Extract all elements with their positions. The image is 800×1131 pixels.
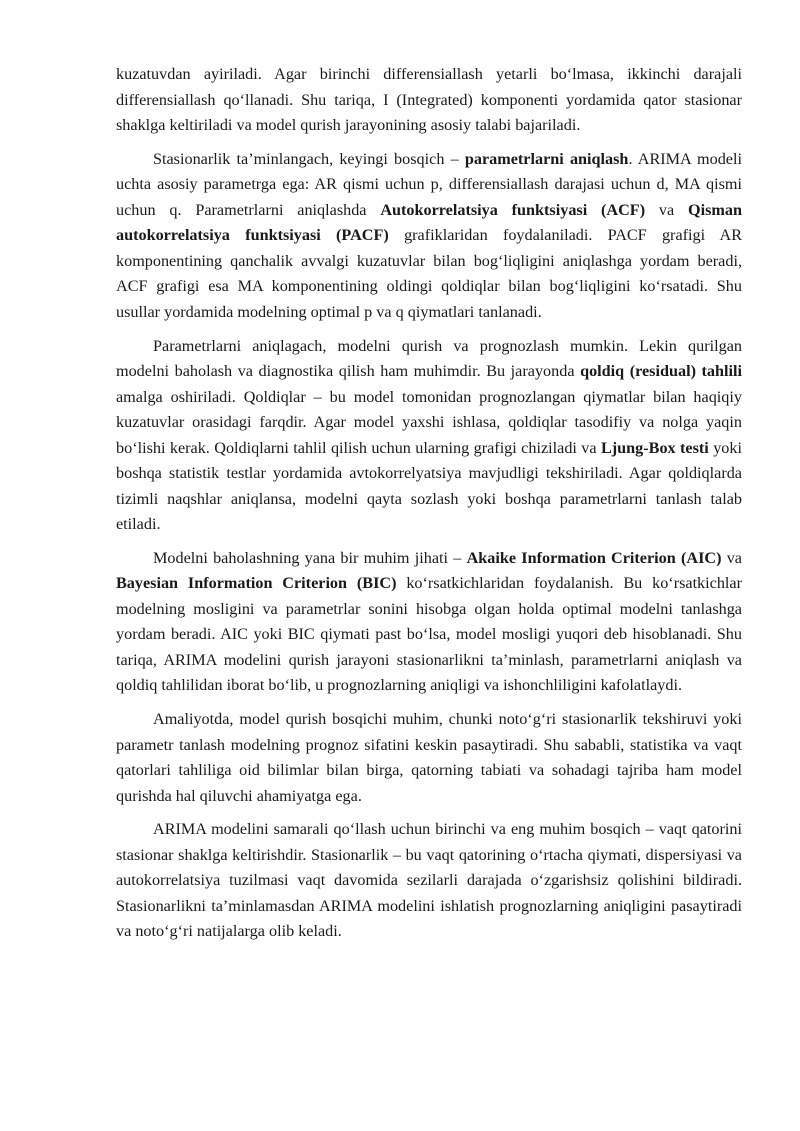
bold-term: qoldiq (residual) tahlili [580, 362, 742, 381]
paragraph-information-criteria [116, 546, 742, 699]
text-run: yoki boshqa statistik testlar yordamida avtokorrelyatsiya mavjudligi tekshiriladi. Agar qoldiqlarda tizimli naqshlar aniqlansa, modelni qayta sozlash yoki boshqa parametrlarni tanlash talab etiladi. [116, 438, 742, 534]
text-run: va [645, 200, 689, 219]
paragraph-residual-analysis [116, 334, 742, 538]
text-run: Modelni baholashning yana bir muhim jihati – [153, 548, 467, 567]
paragraph-stationarity [116, 817, 742, 945]
bold-term: Qisman autokorrelatsiya funktsiyasi (PACF) [116, 200, 743, 245]
bold-term: Ljung-Box testi [600, 438, 709, 457]
text-run: kuzatuvdan ayiriladi. Agar birinchi differensiallash yetarli bo‘lmasa, ikkinchi darajali differensiallash qo‘llanadi. Shu tariqa, I (Integrated) komponenti yordamida qator stasionar shaklga keltiriladi va model qurish jarayonining asosiy talabi bajariladi. [116, 65, 742, 134]
text-run: . ARIMA modeli uchta asosiy parametrga ega: AR qismi uchun p, differensiallash darajasi uchun d, MA qismi uchun q. Parametrlarni aniqlashda [116, 149, 742, 219]
text-run: ko‘rsatkichlaridan foydalanish. Bu ko‘rsatkichlar modelning mosligini va parametrlar sonini hisobga olgan holda optimal modelni tanlashga yordam beradi. AIC yoki BIC qiymati past bo‘lsa, model mosligi yuqori deb hisoblanadi. Shu tariqa, ARIMA modelini qurish jarayoni stasionarlikni ta’minlash, parametrlarni aniqlash va qoldiq tahlilidan iborat bo‘lib, u prognozlarning aniqligi va ishonchliligini kafolatlaydi. [116, 574, 743, 695]
bold-term: Bayesian Information Criterion (BIC) [116, 574, 397, 593]
text-run: va [721, 548, 742, 567]
bold-term: Autokorrelatsiya funktsiyasi (ACF) [380, 200, 646, 219]
text-run: ARIMA modelini samarali qo‘llash uchun birinchi va eng muhim bosqich – vaqt qatorini stasionar shaklga keltirishdir. Stasionarlik – bu vaqt qatorining o‘rtacha qiymati, dispersiyasi va autokorrelatsiya tuzilmasi vaqt davomida sezilarli darajada o‘zgarishsiz qolishini bildiradi. Stasionarlikni ta’minlamasdan ARIMA modelini ishlatish prognozlarning aniqligini pasaytiradi va noto‘g‘ri natijalarga olib keladi. [116, 820, 742, 941]
text-run: Amaliyotda, model qurish bosqichi muhim, chunki noto‘g‘ri stasionarlik tekshiruvi yoki parametr tanlash modelning prognoz sifatini keskin pasaytiradi. Shu sababli, statistika va vaqt qatorlari tahliliga oid bilimlar bilan birga, qatorning tabiati va sohadagi tajriba ham model qurishda hal qiluvchi ahamiyatga ega. [116, 710, 742, 805]
paragraph-practice [116, 707, 742, 809]
bold-term: parametrlarni aniqlash [464, 149, 629, 168]
text-run: amalga oshiriladi. Qoldiqlar – bu model tomonidan prognozlangan qiymatlar bilan haqiqiy kuzatuvlar orasidagi farqdir. Agar model yaxshi ishlasa, qoldiqlar tasodifiy va nolga yaqin bo‘lishi kerak. Qoldiqlarni tahlil qilish uchun ularning grafigi chiziladi va [116, 387, 742, 457]
document-page [116, 62, 742, 953]
paragraph-differencing [116, 62, 742, 139]
text-run: grafiklaridan foydalaniladi. PACF grafigi AR komponentining qanchalik avvalgi kuzatuvlar bilan bog‘liqligini aniqlashga yordam beradi, ACF grafigi esa MA komponentining oldingi qoldiqlar bilan bog‘liqligini ko‘rsatadi. Shu usullar yordamida modelning optimal p va q qiymatlari tanlanadi. [116, 226, 742, 321]
text-run: Parametrlarni aniqlagach, modelni qurish va prognozlash mumkin. Lekin qurilgan modelni baholash va diagnostika qilish ham muhimdir. Bu jarayonda [116, 336, 742, 381]
bold-term: Akaike Information Criterion (AIC) [466, 548, 722, 567]
paragraph-parameter-identification [116, 147, 742, 326]
text-run: Stasionarlik ta’minlangach, keyingi bosqich – [153, 149, 465, 168]
